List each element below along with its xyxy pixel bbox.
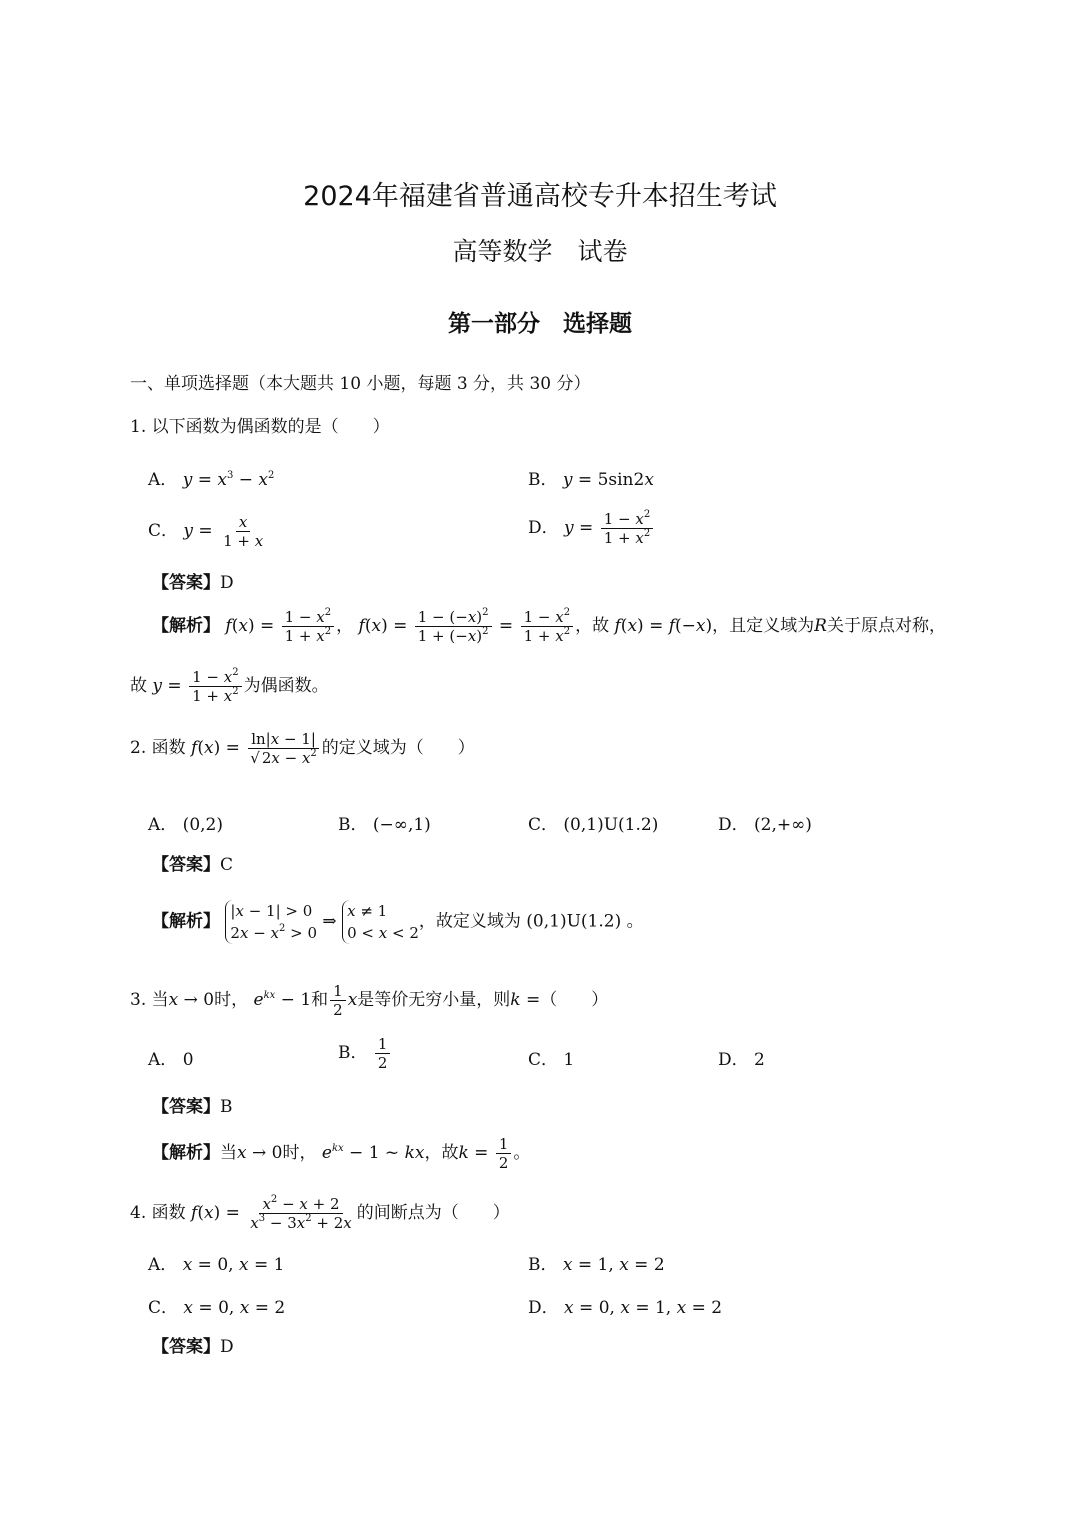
answer-label: 【答案】 [152,1097,220,1117]
question-text: 函数 [151,1203,186,1223]
option-letter: B． [338,1043,368,1063]
question-text: 的定义域为（ ） [321,738,475,758]
analysis-label: 【解析】 [152,1143,220,1163]
question-1-option-b: B． y = 5sin2x [528,470,654,490]
option-letter: D． [528,1298,559,1318]
question-1-analysis: 【解析】 f(x) = $\frac{1 - x^2}{1 + x^2}$ ， f(x) = $\frac{1 - (-x)^2}{1 + (-x)^2}$ = $\frac{1 - x^2}{1 + x^2}$ ，故 f(x) = f(−x)，且定义域为R关于原点对称， [152,607,946,645]
question-4-option-c: C． x = 0, x = 2 [148,1298,286,1318]
question-3-answer [152,1095,233,1119]
option-letter: C． [528,1050,559,1070]
question-text: 是等价无穷小量，则 [357,990,511,1010]
option-letter: D． [528,518,559,538]
option-formula: y [182,470,193,490]
analysis-text: 当 [220,1143,237,1163]
question-4-stem: 4. 函数 f(x) = $\frac{x^2 - x + 2}{x^3 - 3x^2 + 2x}$ 的间断点为（ ） [130,1194,510,1232]
analysis-text: ，故定义域为 [418,911,521,932]
question-text: 的间断点为（ ） [356,1203,510,1223]
answer-value: D [220,1337,234,1357]
option-letter: C． [528,815,559,835]
question-3-option-b: B． $\frac{1}{2}$ [338,1035,392,1072]
option-letter: D． [718,815,749,835]
question-text: 时， [214,990,249,1010]
option-letter: D． [718,1050,749,1070]
option-letter: B． [338,815,368,835]
option-letter: C． [148,521,179,541]
question-1-answer [152,571,234,595]
question-3-stem: 3. 当x → 0时， $e^{kx} - 1$和 $\frac{1}{2}$ x是等价无穷小量，则k =（ ） [130,982,609,1019]
question-3-analysis: 【解析】当x → 0时， $e^{kx} - 1$ ~ kx，故k = $\frac{1}{2}$ 。 [152,1135,531,1172]
option-value: 1 [563,1050,575,1070]
question-number: 4. [130,1203,147,1223]
question-text: （ ） [540,990,609,1010]
option-value: 0 [182,1050,194,1070]
question-text: 和 [311,990,329,1010]
question-text: 以下函数为偶函数的是（ ） [151,417,390,437]
question-1-option-c: C． y = $\frac{x}{1 + x}$ [148,513,268,550]
analysis-label: 【解析】 [152,616,220,636]
question-2-analysis: 【解析】 |x − 1| > 0 $2x - x^2 > 0$ ⇒ x ≠ 1 0 < x < 2 ，故定义域为 (0,1)U(1.2) 。 [152,902,644,942]
question-2-stem: 2. 函数 f(x) = $\frac{\ln|x - 1|}{√ 2x - x^2}$ 的定义域为（ ） [130,730,475,767]
answer-label: 【答案】 [152,573,220,593]
option-letter: A． [148,815,178,835]
question-1-option-d: D． y = $\frac{1 - x^2}{1 + x^2}$ [528,510,655,547]
question-text: 函数 [151,738,186,758]
question-3-option-a [148,1045,194,1070]
answer-value: C [220,855,234,875]
section-heading: 一、单项选择题（本大题共 10 小题，每题 3 分，共 30 分） [130,374,591,394]
question-4-option-a: A． x = 0, x = 1 [148,1255,285,1275]
question-text: 当 [151,990,169,1010]
question-4-option-d: D． x = 0, x = 1, x = 2 [528,1298,723,1318]
answer-value: B [220,1097,233,1117]
part-heading: 第一部分 选择题 [448,311,632,337]
answer-label: 【答案】 [152,855,220,875]
option-letter: B． [528,1255,558,1275]
question-2-option-a: A． (0,2) [148,815,223,835]
fraction: $\frac{x}{1 + x}$ [223,513,264,550]
question-3-option-d [718,1045,765,1070]
fraction: $\frac{1 - x^2}{1 + x^2}$ [601,510,654,547]
question-2-option-d: D． (2,+∞) [718,815,812,835]
analysis-text: 为偶函数。 [243,676,329,696]
analysis-text: ，且定义域为 [712,616,815,636]
analysis-text: 故 [130,676,147,696]
analysis-text: ，故 [424,1143,459,1163]
question-1-conclusion: 故 y = $\frac{1 - x^2}{1 + x^2}$ 为偶函数。 [130,667,329,705]
question-2-answer [152,853,233,877]
option-letter: A． [148,1255,178,1275]
exam-subtitle: 高等数学 试卷 [452,237,628,266]
question-4-answer [152,1335,234,1359]
analysis-text: 关于原点对称， [826,616,946,636]
analysis-label: 【解析】 [152,911,220,932]
question-2-option-b: B． (−∞,1) [338,815,431,835]
option-value: 2 [754,1050,765,1070]
question-1-option-a: A． $y = x^3 - x^2$ [148,470,275,490]
question-4-option-b: B． x = 1, x = 2 [528,1255,665,1275]
analysis-text: ，故 [575,616,610,636]
analysis-text: 时， [282,1143,317,1163]
question-3-option-c [528,1045,574,1070]
question-number: 2. [130,738,147,758]
answer-label: 【答案】 [152,1337,220,1357]
exam-title: 2024年福建省普通高校专升本招生考试 [303,181,777,212]
answer-value: D [220,573,234,593]
option-letter: A． [148,470,178,490]
question-1-stem [130,415,390,439]
option-letter: B． [528,470,558,490]
question-number: 1. [130,417,147,437]
question-number: 3. [130,990,147,1010]
question-2-option-c: C． (0,1)U(1.2) [528,815,659,835]
option-letter: C． [148,1298,179,1318]
option-letter: A． [148,1050,178,1070]
